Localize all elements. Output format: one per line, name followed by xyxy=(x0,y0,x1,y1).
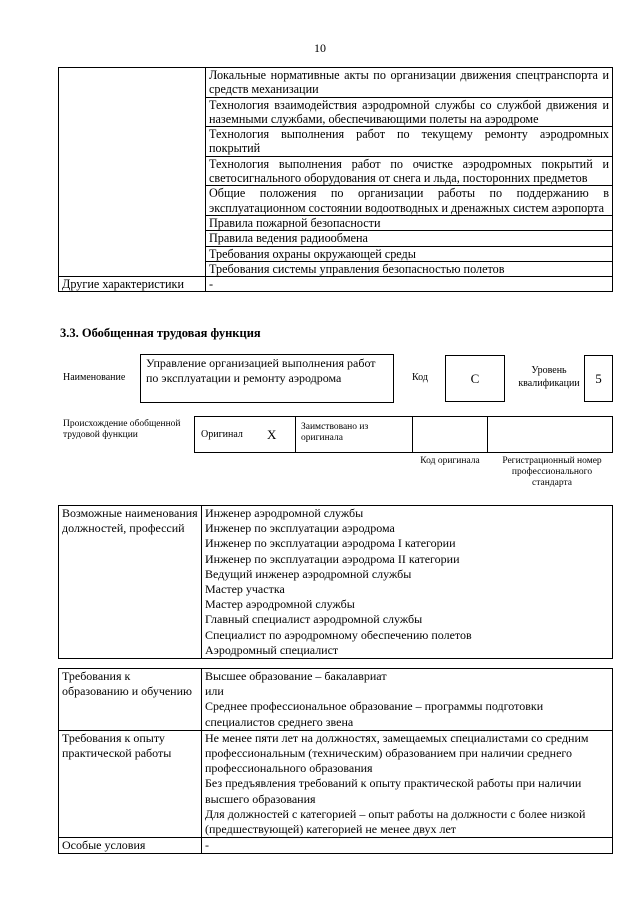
positions-label: Возможные наименования должностей, профессий xyxy=(59,506,202,659)
positions-list xyxy=(202,506,613,659)
other-characteristics-label: Другие характеристики xyxy=(59,277,206,292)
education-line: Среднее профессиональное образование – программы подготовки специалистов среднего звена xyxy=(205,699,544,729)
education-label: Требования к образованию и обучению xyxy=(59,669,202,731)
position-item: Аэродромный специалист xyxy=(205,642,339,657)
position-item: Инженер аэродромной службы xyxy=(205,506,364,520)
original-mark: X xyxy=(267,427,277,442)
education-line: или xyxy=(205,684,224,699)
naming-value: Управление организацией выполнения работ по эксплуатации и ремонту аэродрома xyxy=(140,354,394,403)
level-value: 5 xyxy=(584,355,613,402)
section-title: 3.3. Обобщенная трудовая функция xyxy=(60,326,261,340)
page-number: 10 xyxy=(314,41,326,55)
experience-label: Требования к опыту практической работы xyxy=(59,730,202,837)
position-item: Инженер по эксплуатации аэродрома II категории xyxy=(205,551,460,566)
origin-box xyxy=(194,416,613,453)
borrowed-label: Заимствовано из оригинала xyxy=(301,422,369,443)
code-original-cell xyxy=(412,417,488,452)
position-item: Ведущий инженер аэродромной службы xyxy=(205,566,412,581)
knowledge-row: Технология выполнения работ по очистке аэродромных покрытий и светосигнального оборудования от снега и льда, посторонних предметов xyxy=(206,156,613,186)
experience-line: Без предъявления требований к опыту практической работы при наличии высшего образования xyxy=(205,776,582,806)
naming-label: Наименование xyxy=(63,372,126,383)
position-item: Главный специалист аэродромной службы xyxy=(205,612,423,627)
position-item: Мастер участка xyxy=(205,582,285,597)
reg-number-label: Регистрационный номер профессионального стандарта xyxy=(502,456,602,488)
special-conditions-label: Особые условия xyxy=(59,838,202,854)
education-values xyxy=(202,669,613,731)
knowledge-row: Правила пожарной безопасности xyxy=(206,215,613,230)
special-conditions-value: - xyxy=(202,838,613,854)
knowledge-row: Требования охраны окружающей среды xyxy=(206,246,613,261)
positions-table xyxy=(58,505,613,659)
original-label: Оригинал xyxy=(201,429,243,440)
experience-values xyxy=(202,730,613,837)
knowledge-row: Общие положения по организации работы по поддержанию в эксплуатационном состоянии водоотводных и дренажных систем аэропорта xyxy=(206,186,613,216)
code-label: Код xyxy=(412,372,428,383)
other-characteristics-value: - xyxy=(206,277,613,292)
position-item: Специалист по аэродромному обеспечению полетов xyxy=(205,627,472,642)
experience-line: Не менее пяти лет на должностях, замещаемых специалистами со средним профессиональным (техническим) образованием при наличии среднего профессионального образования xyxy=(205,730,589,776)
reg-number-cell xyxy=(487,417,612,452)
knowledge-table xyxy=(58,67,613,292)
code-original-label: Код оригинала xyxy=(420,456,480,466)
knowledge-row: Правила ведения радиообмена xyxy=(206,231,613,246)
position-item: Инженер по эксплуатации аэродрома xyxy=(205,521,395,536)
original-cell xyxy=(195,417,296,452)
education-line: Высшее образование – бакалавриат xyxy=(205,669,387,683)
level-label: Уровень квалификации xyxy=(518,365,580,389)
knowledge-row: Технология выполнения работ по текущему ремонту аэродромных покрытий xyxy=(206,127,613,157)
knowledge-row: Технология взаимодействия аэродромной службы со службой движения и наземными службами, обеспечивающими полеты на аэродроме xyxy=(206,97,613,127)
position-item: Мастер аэродромной службы xyxy=(205,597,355,612)
position-item: Инженер по эксплуатации аэродрома I категории xyxy=(205,536,456,551)
experience-line: Для должностей с категорией – опыт работы на должности с более низкой (предшествующей) категорией не менее двух лет xyxy=(205,806,586,837)
code-value: C xyxy=(445,355,505,402)
knowledge-row: Локальные нормативные акты по организации движения спецтранспорта и средств механизации xyxy=(206,68,613,98)
knowledge-row: Требования системы управления безопасностью полетов xyxy=(206,261,613,276)
requirements-table xyxy=(58,668,613,854)
origin-label: Происхождение обобщенной трудовой функции xyxy=(63,419,181,440)
empty-label-cell xyxy=(59,68,206,277)
